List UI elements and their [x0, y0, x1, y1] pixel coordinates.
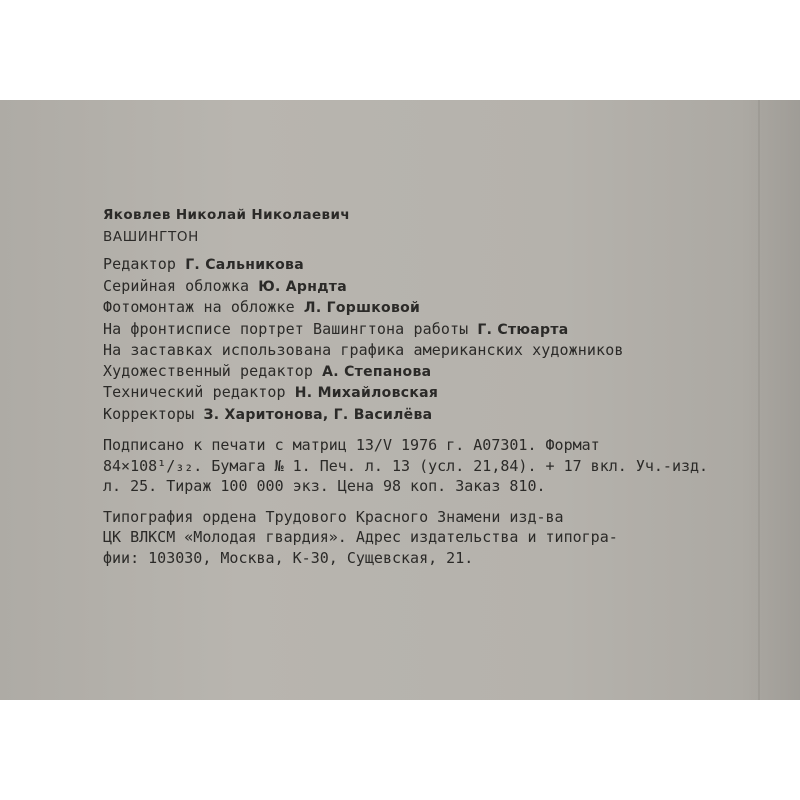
- book-page: [0, 100, 800, 700]
- credits-list: [103, 254, 753, 425]
- credit-line: [103, 361, 753, 383]
- printer-info-line: ЦК ВЛКСМ «Молодая гвардия». Адрес издательства и типогра-: [103, 528, 618, 546]
- credit-name: Г. Стюарта: [477, 321, 569, 338]
- credit-line: [103, 319, 753, 341]
- credit-label: Художественный редактор: [103, 361, 314, 380]
- credit-label: Технический редактор: [103, 383, 286, 401]
- credit-name: Ю. Арндта: [258, 278, 347, 295]
- credit-line: [103, 276, 753, 298]
- credit-label: Корректоры: [103, 404, 195, 423]
- credit-line: [103, 340, 753, 361]
- credit-line: [103, 254, 753, 276]
- printer-info-line: Типография ордена Трудового Красного Знамени изд-ва: [103, 507, 564, 526]
- credit-name: З. Харитонова, Г. Василёва: [203, 406, 433, 423]
- credit-line: [103, 404, 753, 426]
- print-info: [103, 435, 753, 497]
- credit-label: Серийная обложка: [103, 276, 250, 295]
- credit-label: Фотомонтаж на обложке: [103, 298, 295, 316]
- credit-name: Л. Горшковой: [303, 300, 421, 316]
- credit-name: А. Степанова: [322, 363, 432, 380]
- printer-info-line: фии: 103030, Москва, К-30, Сущевская, 21.: [103, 548, 474, 567]
- printer-info: [103, 507, 753, 569]
- credit-line: [103, 382, 753, 404]
- book-title: ВАШИНГТОН: [103, 228, 199, 245]
- credit-label: На заставках использована графика американских художников: [103, 341, 624, 359]
- credit-name: Г. Сальникова: [185, 257, 304, 273]
- credit-label: Редактор: [103, 255, 177, 273]
- credit-line: [103, 297, 753, 319]
- author-name: Яковлев Николай Николаевич: [103, 207, 351, 223]
- print-info-line: 84×108¹/₃₂. Бумага № 1. Печ. л. 13 (усл. 21,84). + 17 вкл. Уч.-изд.: [103, 456, 709, 475]
- credit-label: На фронтисписе портрет Вашингтона работы: [103, 319, 469, 338]
- print-info-line: Подписано к печати с матриц 13/V 1976 г. А07301. Формат: [103, 436, 600, 454]
- imprint-block: [103, 205, 753, 568]
- page-edge: [758, 100, 760, 700]
- credit-name: Н. Михайловская: [294, 385, 439, 401]
- print-info-line: л. 25. Тираж 100 000 экз. Цена 98 коп. Заказ 810.: [103, 477, 546, 495]
